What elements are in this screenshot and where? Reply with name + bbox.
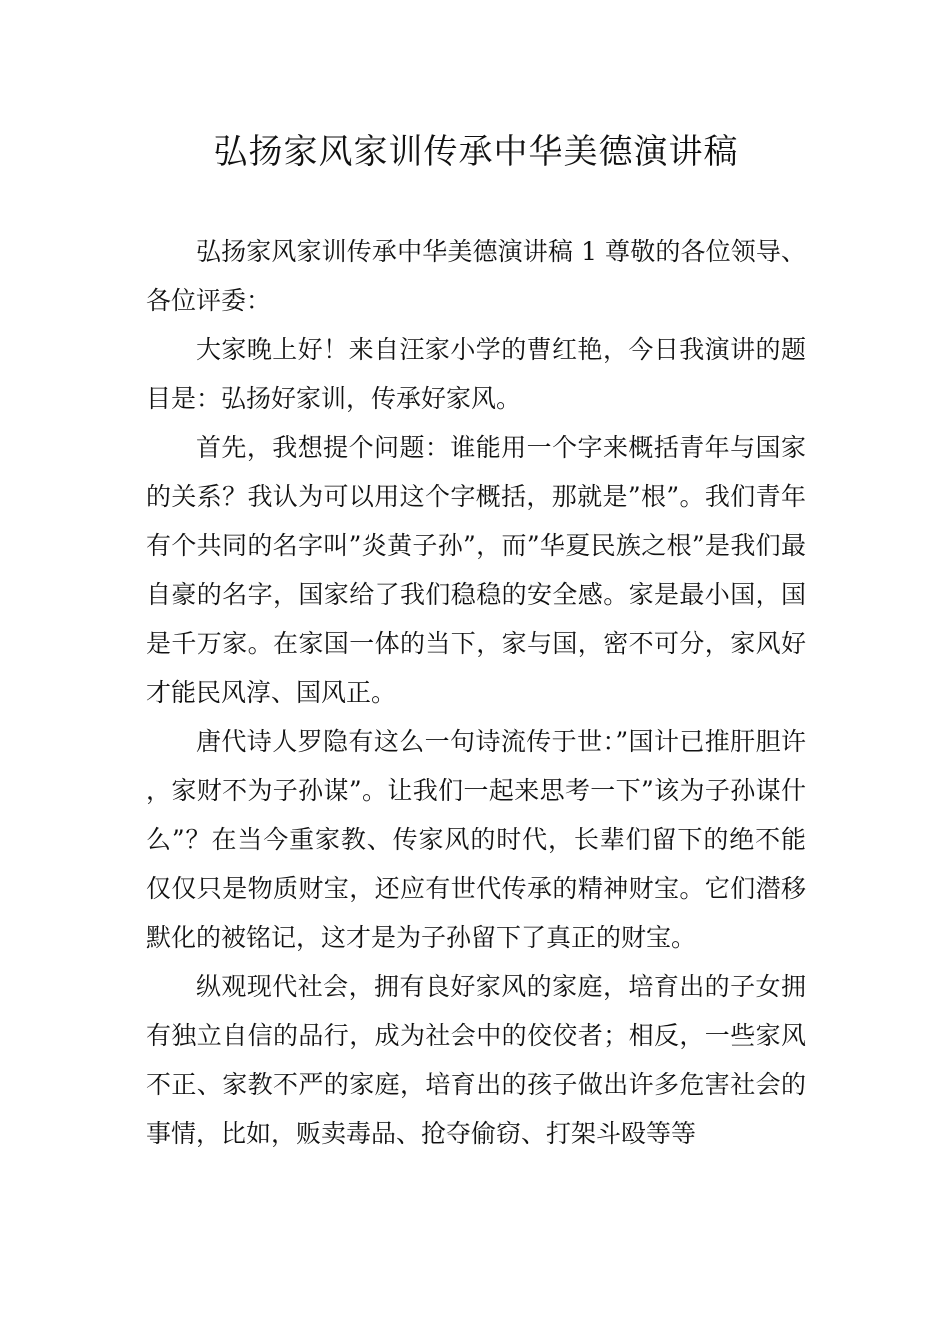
paragraph: 首先，我想提个问题：谁能用一个字来概括青年与国家的关系？我认为可以用这个字概括，那就是”根”。我们青年有个共同的名字叫”炎黄子孙”，而”华夏民族之根”是我们最自豪的名字，国家给了我们稳稳的安全感。家是最小国，国是千万家。在家国一体的当下，家与国，密不可分，家风好才能民风淳、国风正。 bbox=[146, 433, 806, 707]
document-title: 弘扬家风家训传承中华美德演讲稿 bbox=[213, 132, 739, 172]
paragraph: 大家晚上好！来自汪家小学的曹红艳，今日我演讲的题目是：弘扬好家训，传承好家风。 bbox=[146, 335, 806, 413]
paragraph: 弘扬家风家训传承中华美德演讲稿 1 尊敬的各位领导、各位评委： bbox=[146, 237, 806, 315]
paragraph: 纵观现代社会，拥有良好家风的家庭，培育出的子女拥有独立自信的品行，成为社会中的佼佼者；相反，一些家风不正、家教不严的家庭，培育出的孩子做出许多危害社会的事情，比如，贩卖毒品、抢夺偷窃、打架斗殴等等 bbox=[146, 972, 806, 1148]
paragraph: 唐代诗人罗隐有这么一句诗流传于世：”国计已推肝胆许，家财不为子孙谋”。让我们一起来思考一下”该为子孙谋什么”？在当今重家教、传家风的时代，长辈们留下的绝不能仅仅只是物质财宝，还应有世代传承的精神财宝。它们潜移默化的被铭记，这才是为子孙留下了真正的财宝。 bbox=[146, 727, 806, 952]
document-body bbox=[146, 227, 806, 1158]
